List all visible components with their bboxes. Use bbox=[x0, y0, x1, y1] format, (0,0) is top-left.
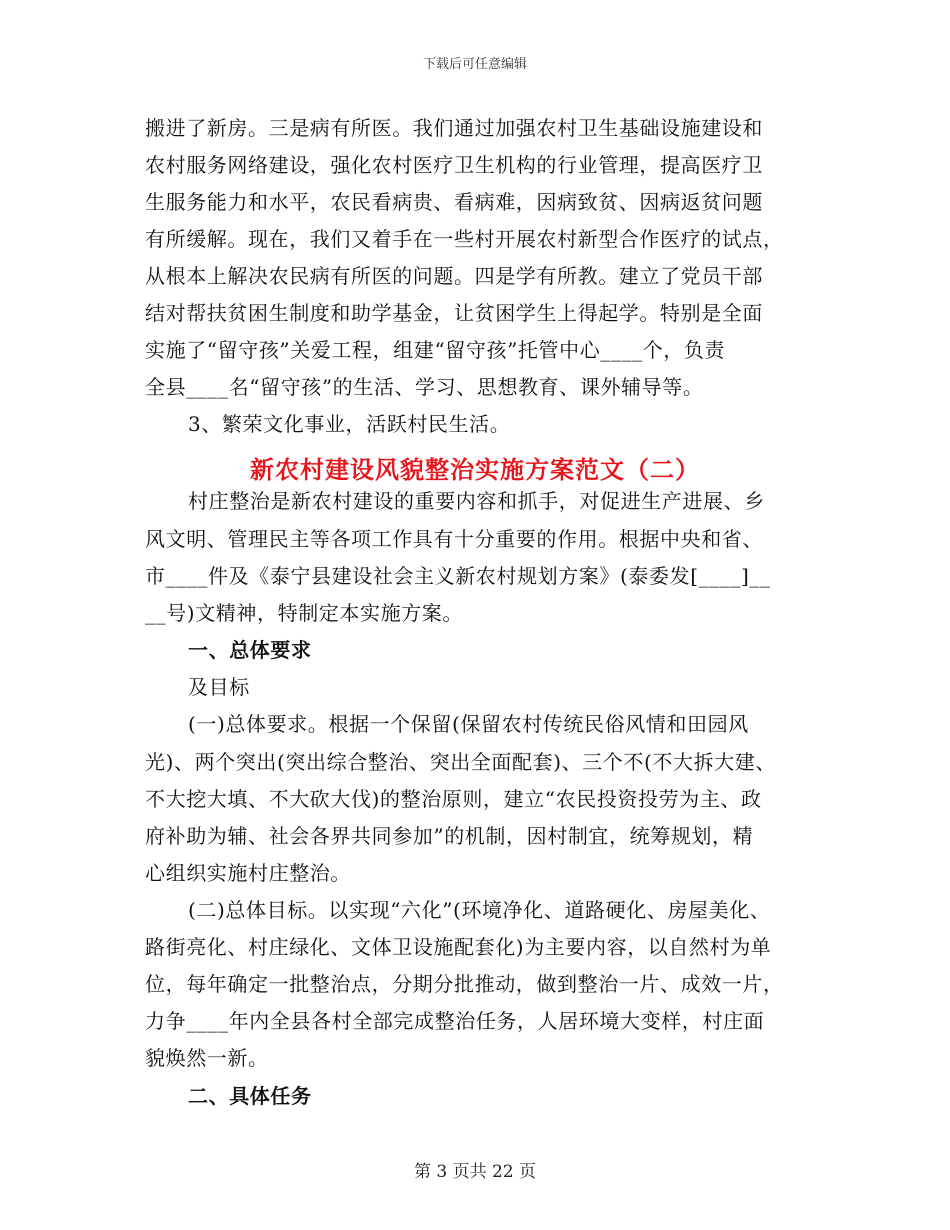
body-line: 农村服务网络建设，强化农村医疗卫生机构的行业管理，提高医疗卫 bbox=[145, 153, 763, 177]
body-line: 搬进了新房。三是病有所医。我们通过加强农村卫生基础设施建设和 bbox=[145, 116, 763, 140]
list-item-3: 3、繁荣文化事业，活跃村民生活。 bbox=[188, 412, 511, 436]
intro-line: 风文明、管理民主等各项工作具有十分重要的作用。根据中央和省、 bbox=[145, 527, 763, 551]
para1-line: 府补助为辅、社会各界共同参加”的机制，因村制宜，统筹规划，精 bbox=[145, 824, 754, 848]
body-line: 全县____名“留守孩”的生活、学习、思想教育、课外辅导等。 bbox=[145, 375, 704, 399]
body-line: 生服务能力和水平，农民看病贵、看病难，因病致贫、因病返贫问题 bbox=[145, 190, 763, 214]
intro-line: 村庄整治是新农村建设的重要内容和抓手，对促进生产进展、乡 bbox=[188, 489, 765, 513]
para2-line: 力争____年内全县各村全部完成整治任务，人居环境大变样，村庄面 bbox=[145, 1009, 765, 1033]
body-line: 结对帮扶贫困生制度和助学基金，让贫困学生上得起学。特别是全面 bbox=[145, 301, 763, 325]
section-title: 新农村建设风貌整治实施方案范文（二） bbox=[250, 455, 700, 484]
para1-line: 不大挖大填、不大砍大伐)的整治原则，建立“农民投资投劳为主、政 bbox=[145, 787, 762, 811]
para2-line: (二)总体目标。以实现“六化”(环境净化、道路硬化、房屋美化、 bbox=[188, 898, 771, 922]
intro-line: 市____件及《泰宁县建设社会主义新农村规划方案》(泰委发[____]__ bbox=[145, 564, 771, 588]
para1-line: 心组织实施村庄整治。 bbox=[145, 861, 351, 885]
para1-line: (一)总体要求。根据一个保留(保留农村传统民俗风情和田园风 bbox=[188, 712, 749, 736]
heading-specific-tasks: 二、具体任务 bbox=[188, 1084, 312, 1108]
heading-overall-requirements: 一、总体要求 bbox=[188, 638, 312, 662]
body-line: 实施了“留守孩”关爱工程，组建“留守孩”托管中心____个，负责 bbox=[145, 338, 726, 362]
page-header: 下载后可任意编辑 bbox=[422, 57, 527, 72]
para2-line: 貌焕然一新。 bbox=[145, 1046, 269, 1070]
para2-line: 位，每年确定一批整治点，分期分批推动，做到整治一片、成效一片， bbox=[145, 972, 784, 996]
intro-line: __号)文精神，特制定本实施方案。 bbox=[145, 601, 464, 625]
page-footer: 第 3 页共 22 页 bbox=[413, 1162, 537, 1182]
para2-line: 路街亮化、村庄绿化、文体卫设施配套化)为主要内容，以自然村为单 bbox=[145, 935, 772, 959]
body-line: 从根本上解决农民病有所医的问题。四是学有所教。建立了党员干部 bbox=[145, 264, 763, 288]
body-line: 有所缓解。现在，我们又着手在一些村开展农村新型合作医疗的试点， bbox=[145, 227, 784, 251]
para1-line: 光)、两个突出(突出综合整治、突出全面配套)、三个不(不大拆大建、 bbox=[145, 750, 777, 774]
heading-continuation: 及目标 bbox=[188, 675, 250, 699]
